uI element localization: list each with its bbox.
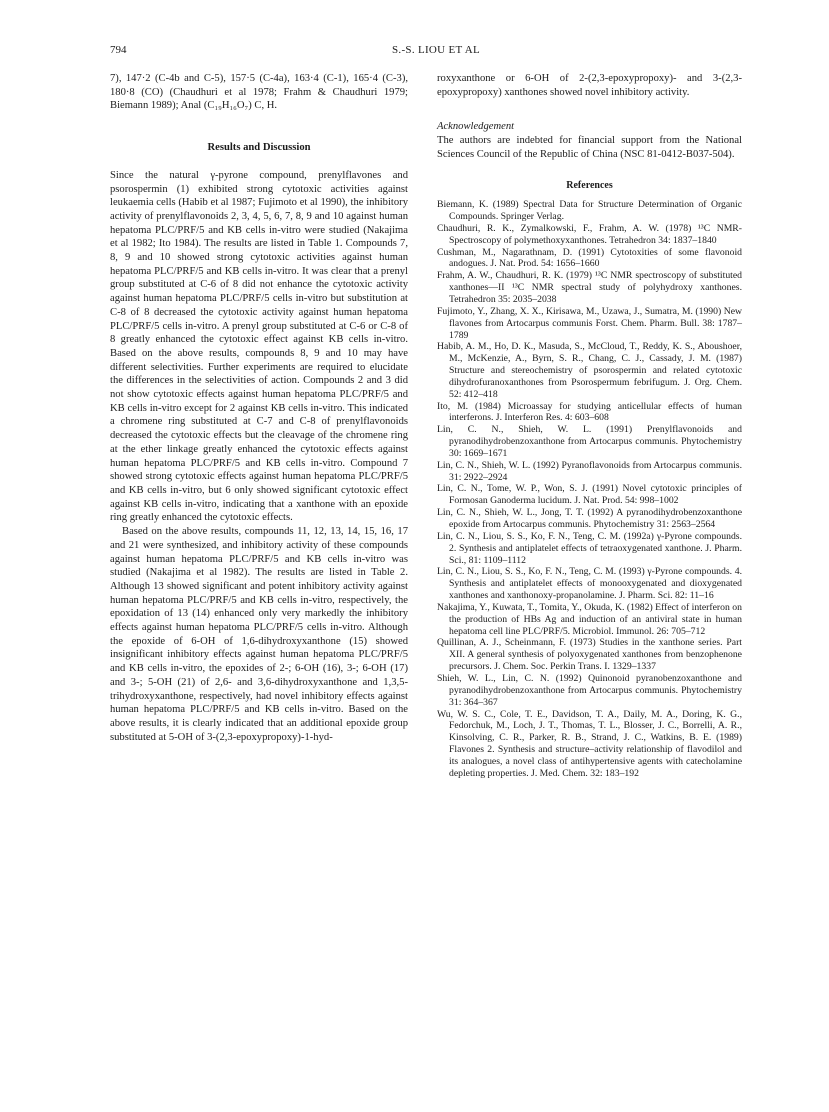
results-continuation: roxyxanthone or 6-OH of 2-(2,3-epoxypropoxy)- and 3-(2,3-epoxypropoxy) xanthones showed novel inhibitory activity. xyxy=(437,73,742,98)
page-number: 794 xyxy=(110,44,127,56)
section-title-results: Results and Discussion xyxy=(207,142,311,154)
acknowledgement-title: Acknowledgement xyxy=(437,121,515,133)
left-column xyxy=(110,72,408,744)
running-head: S.-S. LIOU ET AL xyxy=(392,44,481,56)
reference-item: Wu, W. S. C., Cole, T. E., Davidson, T. A., Daily, M. A., Doring, K. G., Fedorchuk, M., Loch, J. T., Thomas, T. L., Blosser, J. C., Borrelli, A. R., Kinsolving, C. R., Parker, R. B., Strand, J. C., Watkins, B. E. (1989) Flavones 2. Synthesis and structure–activity relationship of flavodilol and its analogues, a novel class of antihypertensive agents with catecholamine depleting properties. J. Med. Chem. 32: 183–192 xyxy=(437,708,742,779)
reference-item: Quillinan, A. J., Scheinmann, F. (1973) Studies in the xanthone series. Part XII. A general synthesis of polyoxygenated xanthones from benzophenone precursors. J. Chem. Soc. Perkin Trans. I. 1329–1337 xyxy=(437,637,742,673)
reference-item: Chaudhuri, R. K., Zymalkowski, F., Frahm, A. W. (1978) ¹³C NMR-Spectroscopy of polymethoxyxanthones. Tetrahedron 34: 1837–1840 xyxy=(437,222,742,246)
reference-item: Ito, M. (1984) Microassay for studying anticellular effects of human interferons. J. Interferon Res. 4: 603–608 xyxy=(437,400,742,424)
reference-item: Lin, C. N., Tome, W. P., Won, S. J. (1991) Novel cytotoxic principles of Formosan Ganoderma lucidum. J. Nat. Prod. 54: 998–1002 xyxy=(437,483,742,507)
results-paragraph-2: Based on the above results, compounds 11, 12, 13, 14, 15, 16, 17 and 21 were synthesized, and inhibitory activity of these compounds against human hepatoma PLC/PRF/5 and KB cells in-vitro was studied (Nakajima et al 1982). The results are listed in Table 2. Although 13 showed significant and potent inhibitory activity against human hepatoma PLC/PRF/5 and KB cells in-vitro, respectively, the epoxidation of 13 (14) enhanced only very markedly the inhibitory effects against human hepatoma PLC/PRF/5 cells in-vitro. Although the epoxide of 6-OH of 1,6-dihydroxyxanthone (15) showed insignificant inhibitory effects against human hepatoma PLC/PRF/5 and KB cells in-vitro, the epoxides of 2-; 6-OH (16), 3-; 6-OH (17) and 3-; 5-OH (21) of 2,6- and 3,6-dihydroxyxanthone and 1,3,5-trihydroxyxanthone, respectively, had novel inhibitory effects against human hepatoma PLC/PRF/5 and KB cells in-vitro. Based on the above results, it is clearly indicated that an additional epoxide group substituted at 5-OH of 3-(2,3-epoxypropoxy)-1-hyd- xyxy=(110,526,408,743)
reference-item: Habib, A. M., Ho, D. K., Masuda, S., McCloud, T., Reddy, K. S., Aboushoer, M., McKenzie, A., Byrn, S. R., Chang, C. J., Cassady, J. M. (1987) Structure and stereochemistry of psorospermin and related cytotoxic dihydrofuranoxanthones from Psorospermum febrifugum. J. Org. Chem. 52: 412–418 xyxy=(437,341,742,400)
reference-item: Fujimoto, Y., Zhang, X. X., Kirisawa, M., Uzawa, J., Sumatra, M. (1990) New flavones from Artocarpus communis Forst. Chem. Pharm. Bull. 38: 1787–1789 xyxy=(437,305,742,341)
references-list xyxy=(437,199,742,779)
reference-item: Frahm, A. W., Chaudhuri, R. K. (1979) ¹³C NMR spectroscopy of substituted xanthones—II ¹³C NMR spectral study of polyhydroxy xanthones. Tetrahedron 35: 2035–2038 xyxy=(437,270,742,305)
right-column xyxy=(437,72,742,780)
results-paragraph-1: Since the natural γ-pyrone compound, prenylflavones and psorospermin (1) exhibited strong cytotoxic activities against leukaemia cells (Habib et al 1987; Fujimoto et al 1990), the inhibitory activity of prenylflavonoids 2, 3, 4, 5, 6, 7, 8, 9 and 10 against human hepatoma PLC/PRF/5 and KB cells in-vitro were studied (Nakajima et al 1982; Ito 1984). The results are listed in Table 1. Compounds 7, 8, 9 and 10 showed strong cytotoxic activities against human hepatoma PLC/PRF/5 and KB cells in-vitro. It was clear that a prenyl group substituted at C-6 of 8 did not enhance the cytotoxic activity against human hepatoma PLC/PRF/5 cells in-vitro but substitution at C-8 of 8 decreased the cytotoxic activity against human hepatoma PLC/PRF/5 cells in-vitro. A prenyl group substituted at C-6 or C-8 of 8 greatly enhanced the cytotoxic effect against KB cells in-vitro. Based on the above results, compounds 8, 9 and 10 may have different selectivities. Further experiments are required to elucidate the differences in the selectivities of action. Compounds 2 and 3 did not show cytotoxic effects against human hepatoma PLC/PRF/5 and KB cells in-vitro except for 2 against KB cells in-vitro. This indicated a chromene ring substituted at C-7 and C-8 of prenylflavonoids decreased the cytotoxic effects but the cleavage of the chromene ring at the ether linkage greatly enhanced the cytotoxic effects against human hepatoma PLC/PRF/5 and KB cells in-vitro. Compound 7 showed strong cytotoxic effects against human hepatoma PLC/PRF/5 and KB cells in-vitro, but 6 only showed significant cytotoxic effect against KB cells in-vitro, indicating that a xanthone with an epoxide ring greatly enhanced the cytotoxic effects. xyxy=(110,169,408,524)
intro-continuation: 7), 147·2 (C-4b and C-5), 157·5 (C-4a), 163·4 (C-1), 165·4 (C-3), 180·8 (CO) (Chaudhuri et al 1978; Frahm & Chaudhuri 1979; Biemann 1989); Anal (C₁₉H₁₆O₇) C, H. xyxy=(110,73,408,112)
reference-item: Biemann, K. (1989) Spectral Data for Structure Determination of Organic Compounds. Springer Verlag. xyxy=(437,199,742,223)
reference-item: Shieh, W. L., Lin, C. N. (1992) Quinonoid pyranobenzoxanthone and pyranodihydrobenzoxanthone from Artocarpus communis. Phytochemistry 31: 364–367 xyxy=(437,672,742,708)
reference-item: Lin, C. N., Liou, S. S., Ko, F. N., Teng, C. M. (1993) γ-Pyrone compounds. 4. Synthesis and antiplatelet effects of monooxygenated and dioxygenated xanthones and xanthonoxy-propanolamine. J. Pharm. Sci. 82: 11–16 xyxy=(437,566,742,602)
acknowledgement-text: The authors are indebted for financial support from the National Sciences Council of the Republic of China (NSC 81-0412-B037-504). xyxy=(437,135,742,160)
page-header xyxy=(110,44,741,60)
references-title: References xyxy=(566,179,613,191)
reference-item: Lin, C. N., Shieh, W. L. (1991) Prenylflavonoids and pyranodihydrobenzoxanthone from Artocarpus communis. Phytochemistry 30: 1669–1671 xyxy=(437,424,742,459)
reference-item: Nakajima, Y., Kuwata, T., Tomita, Y., Okuda, K. (1982) Effect of interferon on the production of HBs Ag and induction of an antiviral state in human hepatoma cell line PLC/PRF/5. Microbiol. Immunol. 26: 705–712 xyxy=(437,601,742,637)
reference-item: Lin, C. N., Shieh, W. L. (1992) Pyranoflavonoids from Artocarpus communis. 31: 2922–2924 xyxy=(437,459,742,483)
reference-item: Cushman, M., Nagarathnam, D. (1991) Cytotoxities of some flavonoid andogues. J. Nat. Prod. 54: 1656–1660 xyxy=(437,246,742,270)
reference-item: Lin, C. N., Shieh, W. L., Jong, T. T. (1992) A pyranodihydrobenzoxanthone epoxide from Artocarpus communis. Phytochemistry 31: 2563–2564 xyxy=(437,507,742,530)
reference-item: Lin, C. N., Liou, S. S., Ko, F. N., Teng, C. M. (1992a) γ-Pyrone compounds. 2. Synthesis and antiplatelet effects of tetraoxygenated xanthone. J. Pharm. Sci., 81: 1109–1112 xyxy=(437,530,742,566)
